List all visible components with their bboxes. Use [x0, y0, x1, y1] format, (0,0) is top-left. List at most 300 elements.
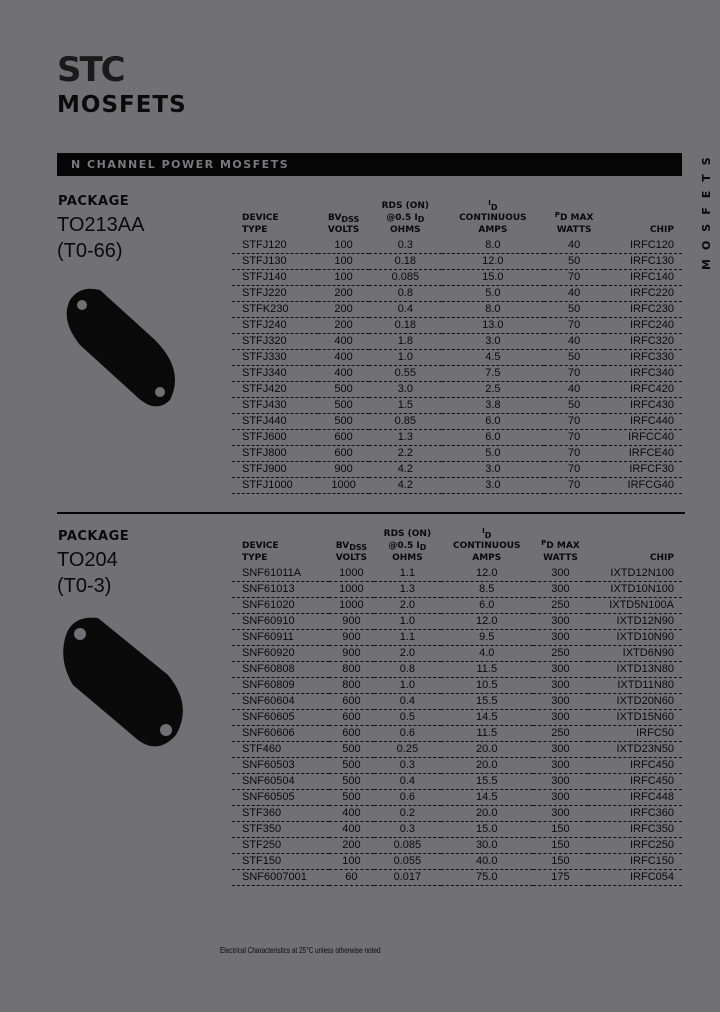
rds-on-ohms: 1.1 [374, 566, 440, 582]
device-type: STFJ140 [232, 270, 318, 286]
rds-on-ohms: 0.055 [374, 854, 440, 870]
id-amps: 6.0 [442, 430, 544, 446]
to204-spec-table [232, 518, 682, 886]
header-text: D MAX [546, 541, 580, 551]
package-label: PACKAGE [58, 194, 130, 209]
id-amps: 8.0 [442, 238, 544, 254]
device-type: SNF60604 [232, 694, 329, 710]
header-text: AMPS [478, 225, 508, 235]
pd-watts: 70 [544, 478, 605, 494]
rds-on-ohms: 0.4 [369, 302, 442, 318]
table-row [232, 758, 682, 774]
chip: IRFC150 [588, 854, 682, 870]
table-row [232, 582, 682, 598]
col-rds [369, 190, 442, 238]
chip: IXTD10N90 [588, 630, 682, 646]
side-tab-label: MOSFETS [700, 148, 713, 270]
chip: IRFC140 [604, 270, 682, 286]
header-text: TYPE [242, 225, 268, 235]
col-id [441, 518, 533, 566]
pd-watts: 40 [544, 382, 605, 398]
table-header-row [232, 518, 682, 566]
id-amps: 30.0 [441, 838, 533, 854]
device-type: SNF60504 [232, 774, 329, 790]
chip: IXTD12N100 [588, 566, 682, 582]
pd-watts: 300 [533, 742, 588, 758]
col-device [232, 518, 329, 566]
chip: IRFC220 [604, 286, 682, 302]
id-amps: 3.8 [442, 398, 544, 414]
id-amps: 11.5 [441, 726, 533, 742]
chip: IRFC350 [588, 822, 682, 838]
id-amps: 3.0 [442, 334, 544, 350]
id-amps: 10.5 [441, 678, 533, 694]
rds-on-ohms: 1.5 [369, 398, 442, 414]
section-divider [57, 512, 685, 514]
rds-on-ohms: 0.55 [369, 366, 442, 382]
device-type: STFJ600 [232, 430, 318, 446]
chip: IRFC320 [604, 334, 682, 350]
table-row [232, 822, 682, 838]
pd-watts: 300 [533, 710, 588, 726]
id-amps: 4.0 [441, 646, 533, 662]
package-name: TO204 [57, 549, 118, 571]
chip: IRFC120 [604, 238, 682, 254]
device-type: STF360 [232, 806, 329, 822]
device-type: SNF61011A [232, 566, 329, 582]
rds-on-ohms: 1.3 [374, 582, 440, 598]
to213aa-spec-table [232, 190, 682, 494]
rds-on-ohms: 2.2 [369, 446, 442, 462]
header-text: @0.5 I [386, 213, 418, 223]
chip: IXTD20N60 [588, 694, 682, 710]
rds-on-ohms: 2.0 [374, 598, 440, 614]
table-row [232, 254, 682, 270]
col-chip [588, 518, 682, 566]
rds-on-ohms: 0.085 [369, 270, 442, 286]
pd-watts: 150 [533, 854, 588, 870]
device-type: STFJ440 [232, 414, 318, 430]
device-type: SNF60605 [232, 710, 329, 726]
device-type: STFJ900 [232, 462, 318, 478]
header-text: CHIP [649, 225, 674, 235]
bvdss-volts: 900 [329, 614, 375, 630]
table-row [232, 710, 682, 726]
rds-on-ohms: 1.0 [369, 350, 442, 366]
chip: IRFCG40 [604, 478, 682, 494]
header-text: OHMS [390, 225, 421, 235]
header-text: BV [335, 541, 350, 551]
package-name: TO213AA [57, 214, 145, 236]
pd-watts: 250 [533, 646, 588, 662]
to3-package-image [58, 610, 193, 755]
chip: IXTD5N100A [588, 598, 682, 614]
table-row [232, 270, 682, 286]
pd-watts: 300 [533, 566, 588, 582]
device-type: STFJ330 [232, 350, 318, 366]
id-amps: 12.0 [441, 566, 533, 582]
bvdss-volts: 1000 [318, 478, 368, 494]
header-text: D [490, 203, 498, 212]
table-row [232, 430, 682, 446]
table-row [232, 414, 682, 430]
rds-on-ohms: 0.085 [374, 838, 440, 854]
bvdss-volts: 600 [329, 694, 375, 710]
header-text: CONTINUOUS [459, 213, 527, 223]
id-amps: 5.0 [442, 286, 544, 302]
id-amps: 4.5 [442, 350, 544, 366]
table-row [232, 286, 682, 302]
table-row [232, 646, 682, 662]
col-pd [544, 190, 605, 238]
device-type: SNF60910 [232, 614, 329, 630]
rds-on-ohms: 0.4 [374, 774, 440, 790]
device-type: SNF60809 [232, 678, 329, 694]
pd-watts: 250 [533, 598, 588, 614]
chip: IXTD10N100 [588, 582, 682, 598]
header-text: VOLTS [335, 553, 368, 563]
device-type: SNF60808 [232, 662, 329, 678]
table-row [232, 398, 682, 414]
header-text: DEVICE [242, 213, 279, 223]
rds-on-ohms: 1.3 [369, 430, 442, 446]
rds-on-ohms: 0.6 [374, 790, 440, 806]
header-text: TYPE [242, 553, 268, 563]
bvdss-volts: 200 [318, 318, 368, 334]
pd-watts: 300 [533, 790, 588, 806]
rds-on-ohms: 0.017 [374, 870, 440, 886]
header-text: BV [327, 213, 342, 223]
device-type: STF350 [232, 822, 329, 838]
id-amps: 40.0 [441, 854, 533, 870]
chip: IRFC450 [588, 758, 682, 774]
device-type: STF150 [232, 854, 329, 870]
pd-watts: 150 [533, 838, 588, 854]
device-type: SNF60911 [232, 630, 329, 646]
bvdss-volts: 900 [318, 462, 368, 478]
table-row [232, 334, 682, 350]
bvdss-volts: 900 [329, 646, 375, 662]
rds-on-ohms: 0.3 [369, 238, 442, 254]
rds-on-ohms: 0.5 [374, 710, 440, 726]
bvdss-volts: 500 [318, 382, 368, 398]
pd-watts: 50 [544, 302, 605, 318]
header-text: @0.5 I [388, 541, 420, 551]
table-row [232, 350, 682, 366]
id-amps: 12.0 [441, 614, 533, 630]
chip: IRFCE40 [604, 446, 682, 462]
table-row [232, 694, 682, 710]
id-amps: 3.0 [442, 478, 544, 494]
id-amps: 20.0 [441, 742, 533, 758]
pd-watts: 300 [533, 806, 588, 822]
bvdss-volts: 500 [329, 742, 375, 758]
table-row [232, 630, 682, 646]
header-text: P [541, 539, 547, 547]
device-type: SNF6007001 [232, 870, 329, 886]
chip: IRFC430 [604, 398, 682, 414]
chip: IRFC250 [588, 838, 682, 854]
rds-on-ohms: 1.8 [369, 334, 442, 350]
rds-on-ohms: 0.18 [369, 254, 442, 270]
bvdss-volts: 600 [329, 726, 375, 742]
chip: IRFC450 [588, 774, 682, 790]
rds-on-ohms: 0.85 [369, 414, 442, 430]
header-text: CHIP [649, 553, 674, 563]
device-type: SNF60606 [232, 726, 329, 742]
table-row [232, 662, 682, 678]
bvdss-volts: 100 [318, 238, 368, 254]
bvdss-volts: 600 [329, 710, 375, 726]
to66-package-image [60, 280, 185, 415]
header-text: VOLTS [327, 225, 360, 235]
device-type: SNF60920 [232, 646, 329, 662]
pd-watts: 70 [544, 414, 605, 430]
pd-watts: 150 [533, 822, 588, 838]
id-amps: 20.0 [441, 806, 533, 822]
footnote: Electrical Characteristics at 25°C unless otherwise noted [220, 946, 381, 955]
pd-watts: 40 [544, 286, 605, 302]
table-row [232, 598, 682, 614]
pd-watts: 300 [533, 774, 588, 790]
chip: IXTD23N50 [588, 742, 682, 758]
chip: IRFC230 [604, 302, 682, 318]
device-type: STFJ320 [232, 334, 318, 350]
id-amps: 12.0 [442, 254, 544, 270]
bvdss-volts: 1000 [329, 566, 375, 582]
header-text: D MAX [559, 213, 594, 223]
col-chip [604, 190, 682, 238]
rds-on-ohms: 0.8 [369, 286, 442, 302]
pd-watts: 70 [544, 270, 605, 286]
chip: IXTD15N60 [588, 710, 682, 726]
id-amps: 20.0 [441, 758, 533, 774]
bvdss-volts: 400 [329, 806, 375, 822]
id-amps: 8.5 [441, 582, 533, 598]
device-type: STFJ130 [232, 254, 318, 270]
bvdss-volts: 500 [318, 414, 368, 430]
header-text: I [488, 199, 491, 207]
chip: IRFC420 [604, 382, 682, 398]
chip: IRFC054 [588, 870, 682, 886]
header-text: DEVICE [242, 541, 279, 551]
table-row [232, 726, 682, 742]
table-row [232, 238, 682, 254]
id-amps: 14.5 [441, 790, 533, 806]
package-case: (T0-3) [57, 575, 112, 597]
header-text: D [484, 531, 492, 540]
id-amps: 7.5 [442, 366, 544, 382]
bvdss-volts: 900 [329, 630, 375, 646]
table-row [232, 318, 682, 334]
rds-on-ohms: 0.3 [374, 758, 440, 774]
id-amps: 13.0 [442, 318, 544, 334]
bvdss-volts: 100 [329, 854, 375, 870]
pd-watts: 175 [533, 870, 588, 886]
package-case: (T0-66) [57, 240, 123, 262]
rds-on-ohms: 0.25 [374, 742, 440, 758]
id-amps: 15.5 [441, 694, 533, 710]
device-type: STF250 [232, 838, 329, 854]
rds-on-ohms: 0.18 [369, 318, 442, 334]
bvdss-volts: 500 [329, 790, 375, 806]
rds-on-ohms: 2.0 [374, 646, 440, 662]
id-amps: 9.5 [441, 630, 533, 646]
id-amps: 11.5 [441, 662, 533, 678]
bvdss-volts: 200 [318, 286, 368, 302]
device-type: STFJ120 [232, 238, 318, 254]
pd-watts: 70 [544, 318, 605, 334]
rds-on-ohms: 1.0 [374, 678, 440, 694]
table-row [232, 806, 682, 822]
pd-watts: 70 [544, 366, 605, 382]
id-amps: 2.5 [442, 382, 544, 398]
table-row [232, 742, 682, 758]
header-text: AMPS [472, 553, 502, 563]
pd-watts: 300 [533, 630, 588, 646]
pd-watts: 300 [533, 614, 588, 630]
chip: IRFCC40 [604, 430, 682, 446]
bvdss-volts: 100 [318, 270, 368, 286]
device-type: STFJ800 [232, 446, 318, 462]
pd-watts: 70 [544, 462, 605, 478]
bvdss-volts: 800 [329, 662, 375, 678]
chip: IRFC448 [588, 790, 682, 806]
chip: IXTD12N90 [588, 614, 682, 630]
rds-on-ohms: 1.1 [374, 630, 440, 646]
chip: IRFC240 [604, 318, 682, 334]
header-text: RDS (ON) [383, 529, 432, 539]
col-rds [374, 518, 440, 566]
table-row [232, 462, 682, 478]
rds-on-ohms: 4.2 [369, 462, 442, 478]
device-type: SNF61020 [232, 598, 329, 614]
id-amps: 15.0 [441, 822, 533, 838]
bvdss-volts: 1000 [329, 598, 375, 614]
pd-watts: 50 [544, 350, 605, 366]
table-row [232, 790, 682, 806]
table-row [232, 870, 682, 886]
chip: IRFC130 [604, 254, 682, 270]
table-row [232, 774, 682, 790]
pd-watts: 50 [544, 398, 605, 414]
chip: IXTD6N90 [588, 646, 682, 662]
bvdss-volts: 800 [329, 678, 375, 694]
id-amps: 5.0 [442, 446, 544, 462]
bvdss-volts: 500 [329, 758, 375, 774]
col-id [442, 190, 544, 238]
section-banner: N CHANNEL POWER MOSFETS [57, 153, 682, 176]
bvdss-volts: 400 [318, 334, 368, 350]
bvdss-volts: 600 [318, 430, 368, 446]
rds-on-ohms: 0.4 [374, 694, 440, 710]
device-type: STFJ220 [232, 286, 318, 302]
chip: IXTD11N80 [588, 678, 682, 694]
header-text: CONTINUOUS [452, 541, 521, 551]
pd-watts: 300 [533, 678, 588, 694]
device-type: SNF61013 [232, 582, 329, 598]
package-label: PACKAGE [58, 529, 130, 544]
rds-on-ohms: 1.0 [374, 614, 440, 630]
header-text: D [419, 543, 427, 552]
chip: IRFCF30 [604, 462, 682, 478]
header-text: D [417, 215, 425, 224]
device-type: STFJ420 [232, 382, 318, 398]
device-type: STF460 [232, 742, 329, 758]
table-row [232, 614, 682, 630]
bvdss-volts: 1000 [329, 582, 375, 598]
header-text: WATTS [543, 553, 578, 563]
table-row [232, 566, 682, 582]
chip: IRFC360 [588, 806, 682, 822]
device-type: STFJ1000 [232, 478, 318, 494]
bvdss-volts: 600 [318, 446, 368, 462]
table-row [232, 366, 682, 382]
page-title: MOSFETS [57, 92, 187, 118]
device-type: SNF60503 [232, 758, 329, 774]
pd-watts: 250 [533, 726, 588, 742]
chip: IRFC340 [604, 366, 682, 382]
device-type: STFJ340 [232, 366, 318, 382]
header-text: WATTS [556, 225, 592, 235]
table-row [232, 382, 682, 398]
device-type: SNF60505 [232, 790, 329, 806]
col-bvdss [318, 190, 368, 238]
device-type: STFJ240 [232, 318, 318, 334]
header-text: DSS [349, 543, 368, 552]
rds-on-ohms: 0.3 [374, 822, 440, 838]
rds-on-ohms: 0.2 [374, 806, 440, 822]
id-amps: 14.5 [441, 710, 533, 726]
id-amps: 15.5 [441, 774, 533, 790]
device-type: STFJ430 [232, 398, 318, 414]
pd-watts: 300 [533, 662, 588, 678]
pd-watts: 70 [544, 430, 605, 446]
col-pd [533, 518, 588, 566]
rds-on-ohms: 0.8 [374, 662, 440, 678]
header-text: P [554, 211, 560, 219]
pd-watts: 40 [544, 334, 605, 350]
id-amps: 6.0 [441, 598, 533, 614]
bvdss-volts: 60 [329, 870, 375, 886]
table-row [232, 302, 682, 318]
table-row [232, 446, 682, 462]
id-amps: 15.0 [442, 270, 544, 286]
col-device [232, 190, 318, 238]
device-type: STFK230 [232, 302, 318, 318]
table-row [232, 854, 682, 870]
pd-watts: 70 [544, 446, 605, 462]
id-amps: 75.0 [441, 870, 533, 886]
chip: IRFC50 [588, 726, 682, 742]
header-text: DSS [341, 215, 360, 224]
bvdss-volts: 500 [329, 774, 375, 790]
col-bvdss [329, 518, 375, 566]
header-text: RDS (ON) [381, 201, 430, 211]
id-amps: 6.0 [442, 414, 544, 430]
table-row [232, 678, 682, 694]
pd-watts: 300 [533, 758, 588, 774]
pd-watts: 300 [533, 694, 588, 710]
id-amps: 3.0 [442, 462, 544, 478]
pd-watts: 300 [533, 582, 588, 598]
table-row [232, 478, 682, 494]
bvdss-volts: 400 [329, 822, 375, 838]
rds-on-ohms: 0.6 [374, 726, 440, 742]
table-row [232, 838, 682, 854]
bvdss-volts: 500 [318, 398, 368, 414]
bvdss-volts: 200 [318, 302, 368, 318]
